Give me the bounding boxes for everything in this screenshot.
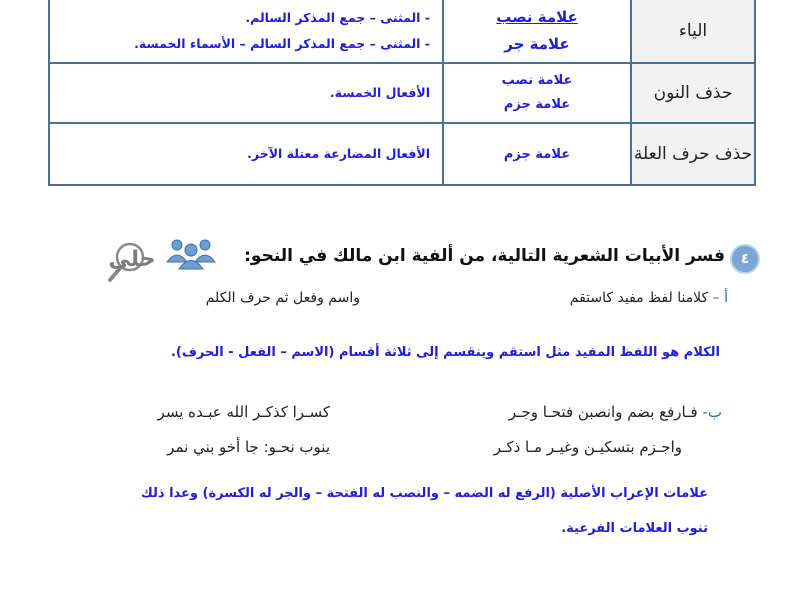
mark-label: علامة جزم xyxy=(503,146,571,162)
question-number-badge: ٤ xyxy=(730,244,760,274)
verse-b-line1-first-text: فـارفع بضم وانصبن فتحـا وجـر xyxy=(508,403,698,421)
sign-cell: الياء xyxy=(631,0,755,63)
verse-b-line2-second: ينوب نحـو: جا أخو بني نمر xyxy=(167,438,330,456)
marks-cell xyxy=(443,63,631,123)
verse-b-line1-first xyxy=(509,403,722,421)
verse-a-second-half: واسم وفعل ثم حرف الكلم xyxy=(205,290,360,306)
verse-b-answer-line2: تنوب العلامات الفرعية. xyxy=(561,521,708,536)
marks-cell xyxy=(443,123,631,185)
sign-cell: حذف حرف العلة xyxy=(631,123,755,185)
verse-a-first-text: كلامنا لفظ مفيد كاستقم xyxy=(569,290,709,306)
question-title: فسر الأبيات الشعرية التالية، من ألفية ابن مالك في النحو: xyxy=(244,246,725,266)
magnifier-logo-icon xyxy=(84,238,160,284)
table-row xyxy=(49,0,755,63)
marks-cell xyxy=(443,0,631,63)
verse-a-first-half xyxy=(570,290,728,306)
table-row xyxy=(49,123,755,185)
verse-b-line2-first: واجـزم بتسكيـن وغيـر مـا ذكـر xyxy=(493,438,682,456)
mark-label: علامة جزم xyxy=(503,97,571,112)
items-cell xyxy=(49,63,443,123)
verse-b-answer-line1: علامات الإعراب الأصلية (الرفع له الضمه – والنصب له الفتحة – والجر له الكسرة) وعدا ذلك xyxy=(140,486,708,501)
mark-label: علامة نصب xyxy=(501,73,573,88)
verse-b-line1-second: كسـرا كذكـر الله عبـده يسر xyxy=(157,403,330,421)
sign-cell: حذف النون xyxy=(631,63,755,123)
verse-a-label: أ – xyxy=(712,290,728,306)
item-text: الأفعال الخمسة. xyxy=(329,85,430,100)
items-cell xyxy=(49,0,443,63)
mark-label: علامة جر xyxy=(504,35,570,53)
table-row xyxy=(49,63,755,123)
verse-a-answer: الكلام هو اللفظ المفيد مثل استقم وينقسم إلى ثلاثة أقسام (الاسم – الفعل - الحرف). xyxy=(170,345,720,360)
item-text: - المثنى – جمع المذكر السالم. xyxy=(245,10,430,25)
mark-label: علامة نصب xyxy=(496,8,578,26)
items-cell xyxy=(49,123,443,185)
item-text: - المثنى – جمع المذكر السالم – الأسماء الخمسة. xyxy=(134,36,430,51)
signs-table xyxy=(48,0,756,186)
group-people-icon xyxy=(163,236,219,270)
logo-text: حلي xyxy=(108,247,156,272)
item-text: الأفعال المضارعة معتلة الآخر. xyxy=(247,146,430,161)
verse-b-label: ب- xyxy=(702,403,722,421)
